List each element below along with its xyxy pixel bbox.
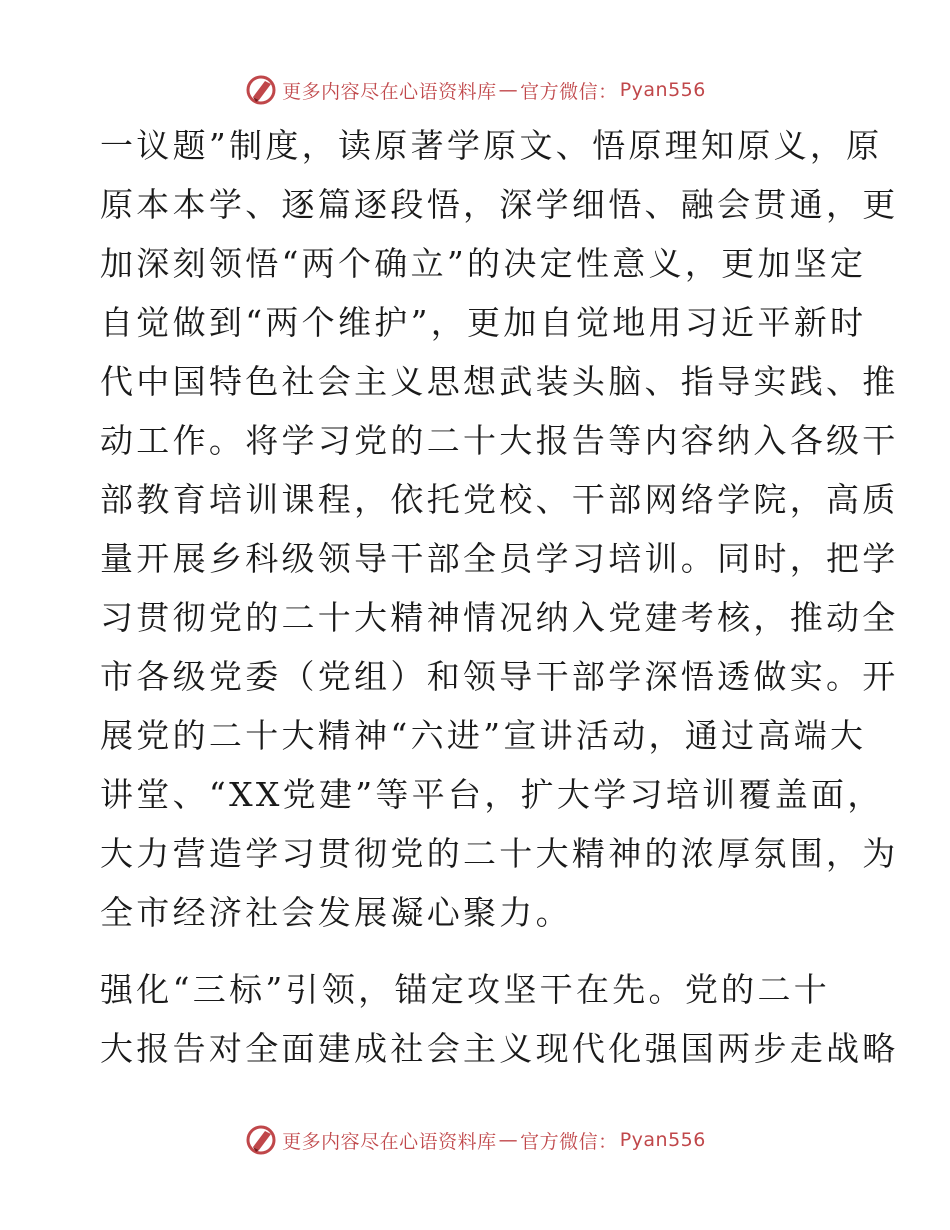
banner-wechat-id: Pyan556 — [619, 79, 706, 101]
banner-wechat-id: Pyan556 — [619, 1129, 706, 1151]
footer-banner — [0, 1120, 950, 1160]
banner-separator: — — [498, 1129, 519, 1151]
text-line: 市各级党委（党组）和领导干部学深悟透做实。开 — [100, 657, 899, 696]
document-body — [100, 116, 899, 1078]
text-line: 展党的二十大精神“六进”宣讲活动，通过高端大 — [100, 716, 867, 755]
text-line: 全市经济社会发展凝心聚力。 — [100, 893, 572, 932]
header-banner — [0, 70, 950, 110]
text-line: 代中国特色社会主义思想武装头脑、指导实践、推 — [100, 362, 899, 401]
text-line: 自觉做到“两个维护”，更加自觉地用习近平新时 — [100, 303, 867, 342]
banner-site-text: 更多内容尽在心语资料库 — [282, 80, 497, 103]
text-line: 量开展乡科级领导干部全员学习培训。同时，把学 — [100, 539, 899, 578]
text-line: 原本本学、逐篇逐段悟，深学细悟、融会贯通，更 — [100, 185, 899, 224]
paragraph — [100, 116, 899, 942]
text-line: 动工作。将学习党的二十大报告等内容纳入各级干 — [100, 421, 899, 460]
pen-logo-icon — [244, 73, 278, 107]
text-line: 习贯彻党的二十大精神情况纳入党建考核，推动全 — [100, 598, 899, 637]
banner-separator: — — [498, 79, 519, 101]
text-line: 大报告对全面建成社会主义现代化强国两步走战略 — [100, 1029, 899, 1068]
paragraph — [100, 960, 899, 1078]
text-line: 一议题”制度，读原著学原文、悟原理知原义，原 — [100, 126, 883, 165]
text-line: 大力营造学习贯彻党的二十大精神的浓厚氛围，为 — [100, 834, 899, 873]
banner-wechat-label: 官方微信： — [520, 1130, 618, 1153]
text-line: 讲堂、“XX党建”等平台，扩大学习培训覆盖面， — [100, 775, 884, 814]
text-line: 加深刻领悟“两个确立”的决定性意义，更加坚定 — [100, 244, 867, 283]
banner-site-text: 更多内容尽在心语资料库 — [282, 1130, 497, 1153]
text-line: 强化“三标”引领，锚定攻坚干在先。党的二十 — [100, 970, 831, 1009]
pen-logo-icon — [244, 1123, 278, 1157]
text-line: 部教育培训课程，依托党校、干部网络学院，高质 — [100, 480, 899, 519]
paragraph-gap — [100, 942, 850, 960]
banner-wechat-label: 官方微信： — [520, 80, 618, 103]
